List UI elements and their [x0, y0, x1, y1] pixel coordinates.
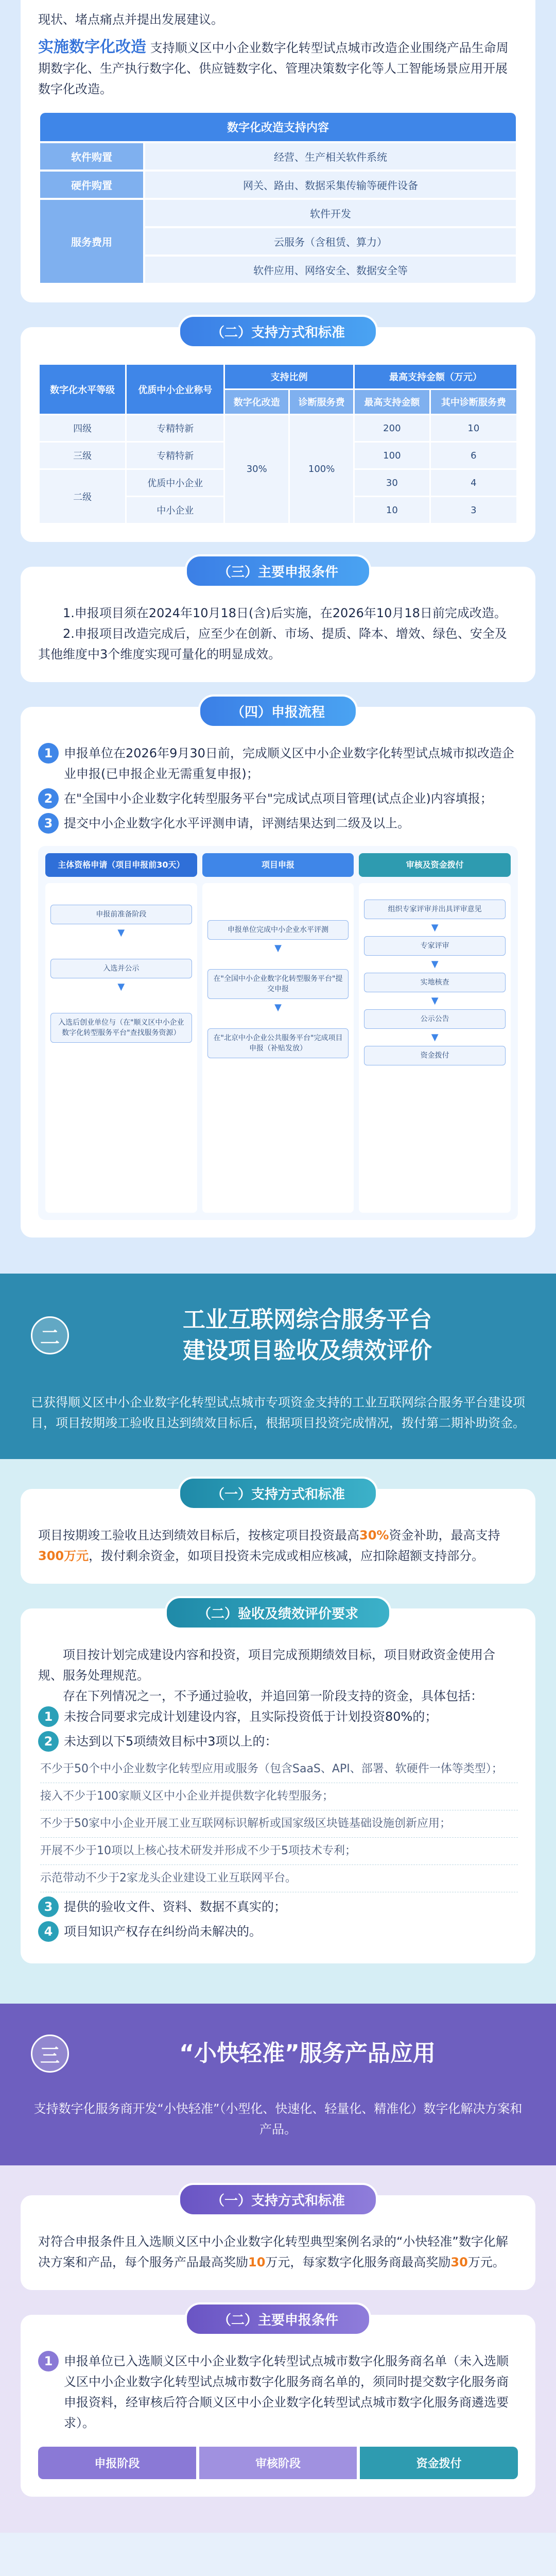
th-max: 最高支持金额（万元） — [355, 365, 516, 388]
cell-level: 二级 — [40, 470, 125, 523]
cell-max-a: 100 — [355, 443, 429, 468]
cell-type: 中小企业 — [127, 497, 223, 523]
digital-text: 支持顺义区中小企业数字化转型试点城市改造企业围绕产品生命周期数字化、生产执行数字化、供应链数字化、管理决策数字化等人工智能场景应用开展数字化改造。 — [38, 41, 509, 96]
s2-eval-item-1: 1 未按合同要求完成计划建设内容，且实际投资低于计划投资80%的； — [38, 1706, 518, 1727]
s2-eval-item-4-text: 项目知识产权存在纠纷尚未解决的。 — [64, 1924, 262, 1939]
process-step-2: 2 在"全国中小企业数字化转型服务平台"完成试点项目管理(试点企业)内容填报； — [38, 788, 518, 809]
th-max-a: 最高支持金额 — [355, 390, 429, 414]
support-item: 软件开发 — [145, 200, 516, 226]
s2-eval-pill: （二）验收及绩效评价要求 — [165, 1596, 391, 1630]
s2-target-item: 开展不少于10项以上核心技术研发并形成不少于5项技术专利； — [40, 1838, 518, 1865]
s2-target-item: 不少于50家中小企业开展工业互联网标识解析或国家级区块链基础设施创新应用； — [40, 1810, 518, 1838]
s2-eval-item-3-text: 提供的验收文件、资料、数据不真实的； — [64, 1900, 286, 1914]
s3-support-text-c: 万元。 — [467, 2255, 505, 2269]
conditions-pill: （三）主要申报条件 — [185, 554, 371, 588]
flow-col-3: 组织专家评审并出具评审意见 ▼ 专家评审 ▼ 实地核查 ▼ 公示公告 ▼ 资金拨付 — [359, 883, 511, 1213]
phase-funding: 资金拨付 — [360, 2447, 518, 2479]
support-cat: 硬件购置 — [40, 172, 143, 198]
digital-intro — [38, 37, 518, 99]
section-2-title-line2: 建设项目验收及绩效评价 — [183, 1337, 432, 1364]
cell-ratio-a: 30% — [225, 415, 288, 523]
s2-support-text-a: 项目按期竣工验收且达到绩效目标后，按核定项目投资最高 — [38, 1528, 359, 1543]
support-item: 云服务（含租赁、算力） — [145, 228, 516, 255]
th-ratio-b: 诊断服务费 — [290, 390, 353, 414]
section-2 — [0, 1459, 556, 2004]
s3-condition-1-text: 申报单位已入选顺义区中小企业数字化转型试点城市数字化服务商名单（未入选顺义区中小企业数字化转型试点城市数字化服务商名单的，须同时提交数字化服务商申报资料，经审核后符合顺义区中小企业数字化转型试点城市数字化服务商遴选要求）。 — [64, 2354, 509, 2430]
s2-eval-item-1-text: 未按合同要求完成计划建设内容，且实际投资低于计划投资80%的； — [64, 1709, 438, 1724]
section-2-title — [90, 1304, 525, 1366]
support-table-header: 数字化改造支持内容 — [40, 113, 516, 141]
process-step-3-text: 提交中小企业数字化水平评测申请，评测结果达到二级及以上。 — [64, 816, 410, 831]
s3-conditions-pill: （二）主要申报条件 — [185, 2302, 371, 2336]
th-type: 优质中小企业称号 — [127, 365, 223, 414]
section-3 — [0, 2165, 556, 2533]
cell-max-b: 6 — [431, 443, 516, 468]
cell-type: 专精特新 — [127, 443, 223, 468]
s3-support-card — [21, 2195, 535, 2290]
process-step-1-text: 申报单位在2026年9月30日前，完成顺义区中小企业数字化转型试点城市拟改造企业申报(已申报企业无需重复申报)； — [64, 746, 514, 781]
conditions-card — [21, 567, 535, 682]
s2-support-hl2: 300万元 — [38, 1549, 89, 1563]
s2-support-card — [21, 1489, 535, 1584]
flow-box: 入选并公示 — [50, 959, 192, 978]
section-3-title: “小快轻准”服务产品应用 — [179, 2040, 436, 2066]
flow-box: 实地核查 — [364, 973, 506, 992]
flow-box: 公示公告 — [364, 1009, 506, 1029]
support-cat: 软件购置 — [40, 143, 143, 170]
section-3-subtitle: 支持数字化服务商开发“小快轻准”（小型化、快速化、轻量化、精准化）数字化解决方案和产品。 — [33, 2102, 523, 2137]
process-flowchart — [38, 846, 518, 1220]
phase-review: 审核阶段 — [199, 2447, 357, 2479]
section-3-banner — [0, 2004, 556, 2165]
condition-2: 2.申报项目改造完成后，应至少在创新、市场、提质、降本、增效、绿色、安全及其他维度中3个维度实现可量化的明显成效。 — [38, 626, 507, 662]
process-pill: （四）申报流程 — [198, 694, 358, 728]
flow-header-3: 审核及资金拨付 — [359, 853, 511, 877]
support-item: 网关、路由、数据采集传输等硬件设备 — [145, 172, 516, 198]
cell-level: 三级 — [40, 443, 125, 468]
support-standard-card — [21, 327, 535, 542]
cell-max-b: 3 — [431, 497, 516, 523]
flow-col-2: 申报单位完成中小企业水平评测 ▼ 在"全国中小企业数字化转型服务平台"提交申报 ▼ 在"北京中小企业公共服务平台"完成项目申报（补贴发放） — [202, 883, 354, 1213]
cell-level: 四级 — [40, 415, 125, 441]
digital-transform-card — [21, 0, 535, 302]
s3-support-pill: （一）支持方式和标准 — [178, 2183, 378, 2216]
cell-max-b: 4 — [431, 470, 516, 496]
s2-eval-intro: 项目按计划完成建设内容和投资，项目完成预期绩效目标，项目财政资金使用合规、服务处理规范。 — [38, 1648, 495, 1683]
condition-1: 1.申报项目须在2024年10月18日(含)后实施，在2026年10月18日前完成改造。 — [63, 606, 507, 620]
cell-ratio-b: 100% — [290, 415, 353, 523]
support-standard-pill: （二）支持方式和标准 — [178, 315, 378, 348]
s2-target-item: 示范带动不少于2家龙头企业建设工业互联网平台。 — [40, 1865, 518, 1892]
s2-eval-item-2: 2 未达到以下5项绩效目标中3项以上的： — [38, 1731, 518, 1752]
s2-eval-item-4: 4 项目知识产权存在纠纷尚未解决的。 — [38, 1921, 518, 1942]
s3-support-hl2: 30 — [450, 2255, 468, 2269]
s2-support-text-c: ，拨付剩余资金，如项目投资未完成或相应核减，应扣除超额支持部分。 — [89, 1549, 484, 1563]
cell-max-b: 10 — [431, 415, 516, 441]
flow-box: 组织专家评审并出具评审意见 — [364, 900, 506, 919]
section-1 — [0, 0, 556, 1274]
s2-eval-item-2-text: 未达到以下5项绩效目标中3项以上的： — [64, 1734, 277, 1749]
th-max-b: 其中诊断服务费 — [431, 390, 516, 414]
support-content-table — [38, 111, 518, 285]
s2-target-item: 接入不少于100家顺义区中小企业并提供数字化转型服务； — [40, 1783, 518, 1810]
flow-col-1: 申报前准备阶段 ▼ 入选并公示 ▼ 入选后创业单位与（在"顺义区中小企业数字化转型服务平台"查找服务资源） — [45, 883, 197, 1213]
th-ratio: 支持比例 — [225, 365, 353, 388]
cell-type: 优质中小企业 — [127, 470, 223, 496]
section-2-banner — [0, 1274, 556, 1459]
support-standard-table — [38, 363, 518, 524]
flow-box: 申报前准备阶段 — [50, 905, 192, 924]
s2-support-text-b: 资金补助，最高支持 — [389, 1528, 500, 1543]
flow-box: 资金拨付 — [364, 1046, 506, 1065]
process-step-3: 3 提交中小企业数字化水平评测申请，评测结果达到二级及以上。 — [38, 813, 518, 834]
s2-target-item: 不少于50个中小企业数字化转型应用或服务（包含SaaS、API、部署、软硬件一体等类型）； — [40, 1756, 518, 1783]
digital-title: 实施数字化改造 — [38, 38, 146, 56]
s2-eval-intro2: 存在下列情况之一，不予通过验收，并追回第一阶段支持的资金，具体包括： — [63, 1689, 483, 1703]
s2-support-text — [38, 1525, 518, 1566]
s3-support-text-a: 对符合申报条件且入选顺义区中小企业数字化转型典型案例名录的“小快轻准”数字化解决方案和产品，每个服务产品最高奖励 — [38, 2234, 508, 2269]
cell-max-a: 200 — [355, 415, 429, 441]
s3-condition-1: 1 申报单位已入选顺义区中小企业数字化转型试点城市数字化服务商名单（未入选顺义区中小企业数字化转型试点城市数字化服务商名单的，须同时提交数字化服务商申报资料，经审核后符合顺义区中小企业数字化转型试点城市数字化服务商遴选要求）。 — [38, 2351, 518, 2433]
flow-box: 专家评审 — [364, 936, 506, 956]
s2-eval-card — [21, 1608, 535, 1963]
th-ratio-a: 数字化改造 — [225, 390, 288, 414]
phase-apply: 申报阶段 — [38, 2447, 196, 2479]
support-item: 经营、生产相关软件系统 — [145, 143, 516, 170]
support-item: 软件应用、网络安全、数据安全等 — [145, 257, 516, 283]
section-2-title-line1: 工业互联网综合服务平台 — [183, 1307, 432, 1333]
flow-box: 申报单位完成中小企业水平评测 — [207, 920, 349, 940]
section-2-subtitle: 已获得顺义区中小企业数字化转型试点城市专项资金支持的工业互联网综合服务平台建设项目，项目按期竣工验收且达到绩效目标后，根据项目投资完成情况，拨付第二期补助资金。 — [31, 1395, 525, 1430]
flow-box: 入选后创业单位与（在"顺义区中小企业数字化转型服务平台"查找服务资源） — [50, 1013, 192, 1043]
s2-eval-item-3: 3 提供的验收文件、资料、数据不真实的； — [38, 1896, 518, 1917]
process-step-1: 1 申报单位在2026年9月30日前，完成顺义区中小企业数字化转型试点城市拟改造企业申报(已申报企业无需重复申报)； — [38, 743, 518, 784]
s2-support-pill: （一）支持方式和标准 — [178, 1477, 378, 1510]
cell-max-a: 10 — [355, 497, 429, 523]
cell-type: 专精特新 — [127, 415, 223, 441]
intro-tail: 现状、堵点痛点并提出发展建议。 — [38, 12, 223, 27]
flow-header-2: 项目申报 — [202, 853, 354, 877]
support-cat: 服务费用 — [40, 200, 143, 283]
process-card — [21, 707, 535, 1238]
process-step-2-text: 在"全国中小企业数字化转型服务平台"完成试点项目管理(试点企业)内容填报； — [64, 791, 493, 806]
section-2-number: 二 — [31, 1316, 69, 1354]
s3-support-text — [38, 2231, 518, 2273]
s2-target-list — [38, 1756, 518, 1892]
s3-support-hl1: 10 — [248, 2255, 266, 2269]
flow-header-1: 主体资格申请（项目申报前30天） — [45, 853, 197, 877]
s3-conditions-card — [21, 2315, 535, 2497]
section-3-number: 三 — [31, 2035, 69, 2073]
s3-support-text-b: 万元，每家数字化服务商最高奖励 — [265, 2255, 451, 2269]
cell-max-a: 30 — [355, 470, 429, 496]
flow-box: 在"全国中小企业数字化转型服务平台"提交申报 — [207, 969, 349, 999]
s3-phase-row — [38, 2447, 518, 2479]
th-level: 数字化水平等级 — [40, 365, 125, 414]
flow-box: 在"北京中小企业公共服务平台"完成项目申报（补贴发放） — [207, 1028, 349, 1058]
s2-support-hl1: 30% — [359, 1528, 389, 1543]
